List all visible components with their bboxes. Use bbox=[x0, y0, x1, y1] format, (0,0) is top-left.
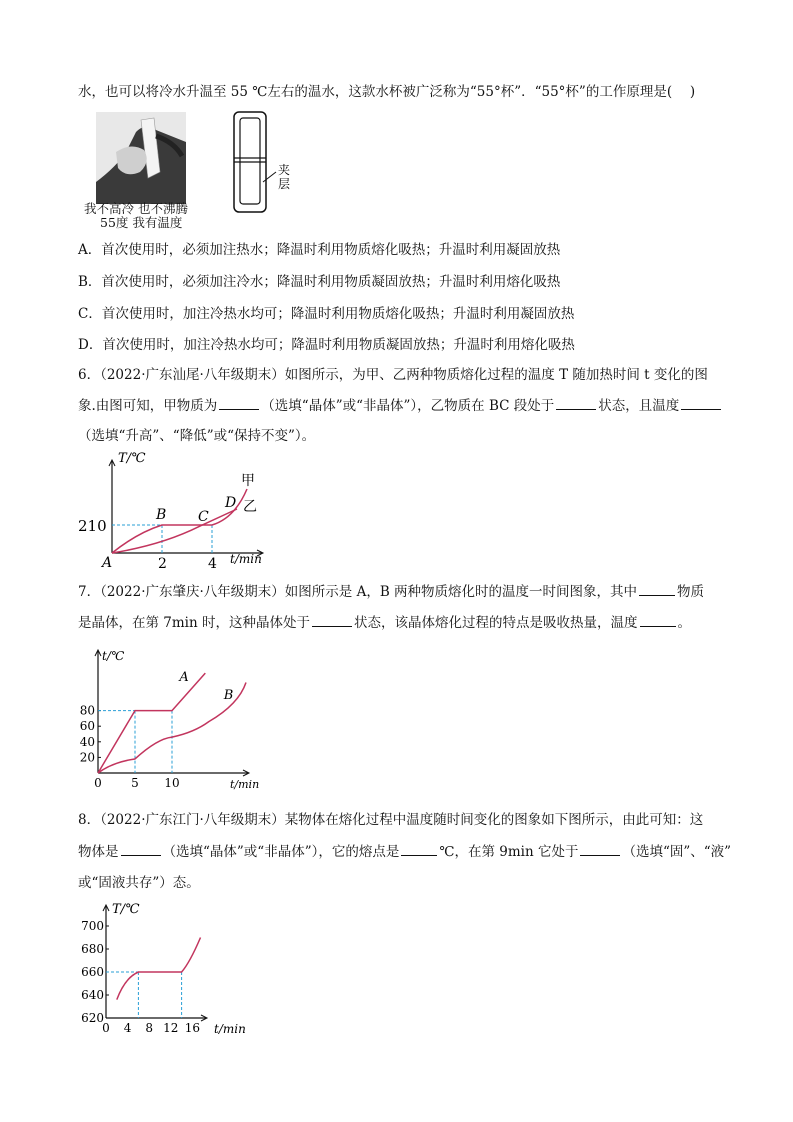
point-b-label: B bbox=[156, 507, 167, 523]
q8-text-b: （选填“晶体”或“非晶体”），它的熔点是 bbox=[162, 844, 400, 860]
x-tick-label: 16 bbox=[184, 1021, 201, 1035]
chart-q7 bbox=[76, 640, 261, 800]
series-line bbox=[117, 938, 201, 1000]
q7-line1 bbox=[78, 582, 728, 602]
q5-option-b: B．首次使用时，必须加注冷水；降温时利用物质凝固放热；升温时利用熔化吸热 bbox=[78, 274, 561, 290]
chart-q6 bbox=[76, 450, 276, 575]
q6-blank-1[interactable] bbox=[219, 396, 259, 410]
y-tick-label: 60 bbox=[79, 719, 95, 734]
point-a-label: A bbox=[102, 555, 113, 571]
x-tick-label: 12 bbox=[163, 1021, 179, 1035]
x-axis-label: t/min bbox=[214, 1022, 246, 1036]
x-axis-label: t/min bbox=[230, 778, 260, 791]
q7-text-d: 状态，该晶体熔化过程的特点是吸收热量，温度 bbox=[354, 615, 638, 631]
q7-text-c: 是晶体，在第 7min 时，这种晶体处于 bbox=[78, 615, 310, 631]
y-tick-label: 80 bbox=[79, 703, 95, 718]
x-tick-label: 2 bbox=[158, 556, 167, 572]
q6-blank-3[interactable] bbox=[681, 396, 721, 410]
q7-blank-1[interactable] bbox=[639, 582, 675, 596]
q6-text-b: （选填“晶体”或“非晶体”），乙物质在 BC 段处于 bbox=[261, 398, 555, 414]
y-tick-label: 680 bbox=[81, 942, 104, 956]
y-axis-label: t/℃ bbox=[102, 649, 125, 663]
cup-photo bbox=[96, 112, 186, 204]
q6-blank-2[interactable] bbox=[556, 396, 596, 410]
series-yi-line bbox=[112, 509, 237, 553]
q7-text-a: 7．（2022·广东肇庆·八年级期末）如图所示是 A，B 两种物质熔化时的温度一时间图象，其中 bbox=[78, 584, 638, 600]
photo-caption-2: 55度 我有温度 bbox=[100, 215, 183, 230]
y-axis-label: T/℃ bbox=[112, 902, 140, 917]
q6-line3: （选填“升高”、“降低”或“保持不变”）。 bbox=[78, 428, 316, 444]
cup-diagram bbox=[228, 108, 298, 216]
x-tick-label: 4 bbox=[123, 1021, 132, 1035]
q8-blank-3[interactable] bbox=[580, 842, 620, 856]
series-jia-label: 甲 bbox=[241, 473, 255, 489]
q7-text-e: 。 bbox=[677, 615, 691, 631]
y-tick-label: 620 bbox=[81, 1011, 104, 1025]
point-d-label: D bbox=[225, 495, 237, 511]
y-tick-label: 210 bbox=[78, 517, 107, 535]
x-tick-label: 8 bbox=[145, 1021, 154, 1035]
photo-caption-1: 我不高冷 也不沸腾 bbox=[84, 201, 188, 216]
q5-stem: 水，也可以将冷水升温至 55 ℃左右的温水，这款水杯被广泛称为“55°杯”．“55°杯”的工作原理是( ) bbox=[78, 84, 696, 100]
y-tick-label: 640 bbox=[81, 988, 104, 1002]
q8-text-a: 物体是 bbox=[78, 844, 119, 860]
q6-text-c: 状态，且温度 bbox=[598, 398, 680, 414]
q7-blank-3[interactable] bbox=[640, 613, 676, 627]
q5-option-c: C．首次使用时，加注冷热水均可；降温时利用物质熔化吸热；升温时利用凝固放热 bbox=[78, 306, 575, 322]
q8-blank-1[interactable] bbox=[121, 842, 161, 856]
point-c-label: C bbox=[198, 509, 209, 525]
x-tick-label: 4 bbox=[208, 556, 217, 572]
q8-line2 bbox=[78, 842, 732, 862]
y-axis-label: T/℃ bbox=[118, 451, 146, 466]
x-tick-label: 0 bbox=[102, 1021, 110, 1035]
series-yi-label: 乙 bbox=[243, 499, 257, 515]
x-tick-label: 10 bbox=[164, 776, 180, 790]
x-tick-label: 5 bbox=[131, 776, 139, 790]
q8-text-d: （选填“固”、“液” bbox=[622, 844, 732, 860]
y-tick-label: 20 bbox=[79, 750, 95, 765]
q5-option-a: A．首次使用时，必须加注热水；降温时利用物质熔化吸热；升温时利用凝固放热 bbox=[78, 242, 561, 258]
q8-line1: 8．（2022·广东江门·八年级期末）某物体在熔化过程中温度随时间变化的图象如下图所示，由此可知：这 bbox=[78, 812, 704, 828]
q7-text-b: 物质 bbox=[677, 584, 705, 600]
q6-line1: 6．（2022·广东汕尾·八年级期末）如图所示，为甲、乙两种物质熔化过程的温度 T 随加热时间 t 变化的图 bbox=[78, 367, 708, 383]
x-tick-label: 0 bbox=[94, 776, 102, 790]
cup-label-1: 夹 bbox=[278, 163, 291, 177]
q8-text-c: ℃，在第 9min 它处于 bbox=[439, 844, 579, 860]
x-axis-label: t/min bbox=[230, 552, 262, 566]
series-b-label: B bbox=[223, 687, 234, 703]
q7-line2 bbox=[78, 613, 728, 633]
q5-option-d: D．首次使用时，加注冷热水均可；降温时利用物质凝固放热；升温时利用熔化吸热 bbox=[78, 337, 575, 353]
series-a-line bbox=[98, 673, 205, 773]
q7-blank-2[interactable] bbox=[312, 613, 352, 627]
series-a-label: A bbox=[179, 669, 189, 685]
y-tick-label: 700 bbox=[81, 919, 104, 933]
q8-line3: 或“固液共存”）态。 bbox=[78, 875, 200, 891]
q6-line2 bbox=[78, 396, 728, 416]
cup-label-2: 层 bbox=[278, 177, 291, 191]
y-tick-label: 660 bbox=[81, 965, 104, 979]
q6-text-a: 象.由图可知，甲物质为 bbox=[78, 398, 218, 414]
q8-blank-2[interactable] bbox=[401, 842, 437, 856]
y-tick-label: 40 bbox=[79, 734, 95, 749]
chart-q8 bbox=[76, 895, 266, 1045]
